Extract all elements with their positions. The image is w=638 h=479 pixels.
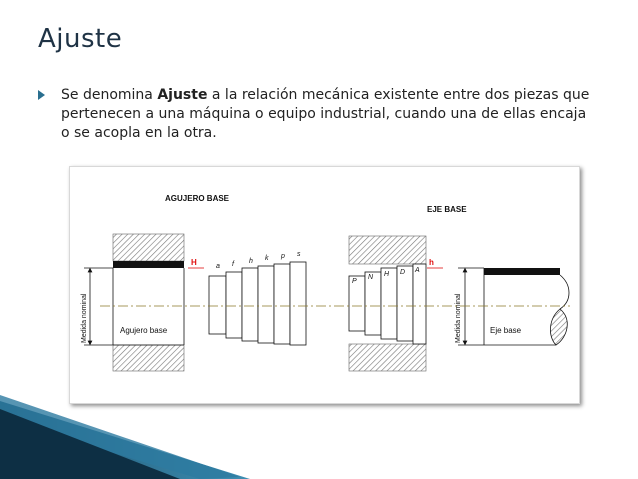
hole-block-top <box>113 234 184 261</box>
shaft-letter-f: f <box>232 261 234 268</box>
shaft-letter-a: a <box>216 263 220 270</box>
bullet-arrow-icon <box>38 90 45 100</box>
bullet-suffix: a la relación mecánica existente entre dos piezas que pertenecen a una máquina o equipo industrial, cuando una de ellas encaja o se acopla en la otra. <box>61 87 590 141</box>
right-diagram-title: EJE BASE <box>427 205 467 214</box>
hole-letter-H: H <box>384 271 390 278</box>
shaft-base-block-top <box>349 236 426 264</box>
hole-zone-label: H <box>191 258 197 267</box>
left-diagram-title: AGUJERO BASE <box>165 194 230 203</box>
shaft-letter-h: h <box>249 258 253 265</box>
bullet-text <box>61 86 598 143</box>
shaft-tolerance-band <box>484 268 560 275</box>
fit-diagram-svg <box>70 167 579 403</box>
fit-diagram <box>69 166 580 404</box>
hole-letter-P: P <box>352 278 357 285</box>
bullet-paragraph <box>38 86 598 143</box>
shaft-steps <box>209 262 306 345</box>
right-dimension-label: Medida nominal <box>455 293 462 343</box>
shaft-break-lower <box>550 309 567 345</box>
shaft-zone-label: h <box>429 258 434 267</box>
corner-decoration <box>0 389 260 479</box>
shaft-base-label: Eje base <box>490 326 522 335</box>
shaft-letter-k: k <box>265 255 269 262</box>
hole-block-bottom <box>113 345 184 371</box>
hole-letter-N: N <box>368 274 374 281</box>
hole-letter-D: D <box>400 269 406 276</box>
left-dimension <box>81 268 113 345</box>
shaft-base-block-bottom <box>349 344 426 371</box>
hole-base-label: Agujero base <box>120 326 168 335</box>
shaft-letter-s: s <box>297 251 301 258</box>
left-dimension-label: Medida nominal <box>81 293 88 343</box>
bullet-term: Ajuste <box>157 87 208 103</box>
hole-letter-A: A <box>415 267 420 274</box>
shaft-letter-p: p <box>281 253 285 260</box>
slide-title: Ajuste <box>38 24 123 54</box>
right-dimension <box>455 268 484 345</box>
shaft-break-upper <box>560 275 569 309</box>
hole-tolerance-band <box>113 261 184 268</box>
bullet-prefix: Se denomina <box>61 87 158 103</box>
